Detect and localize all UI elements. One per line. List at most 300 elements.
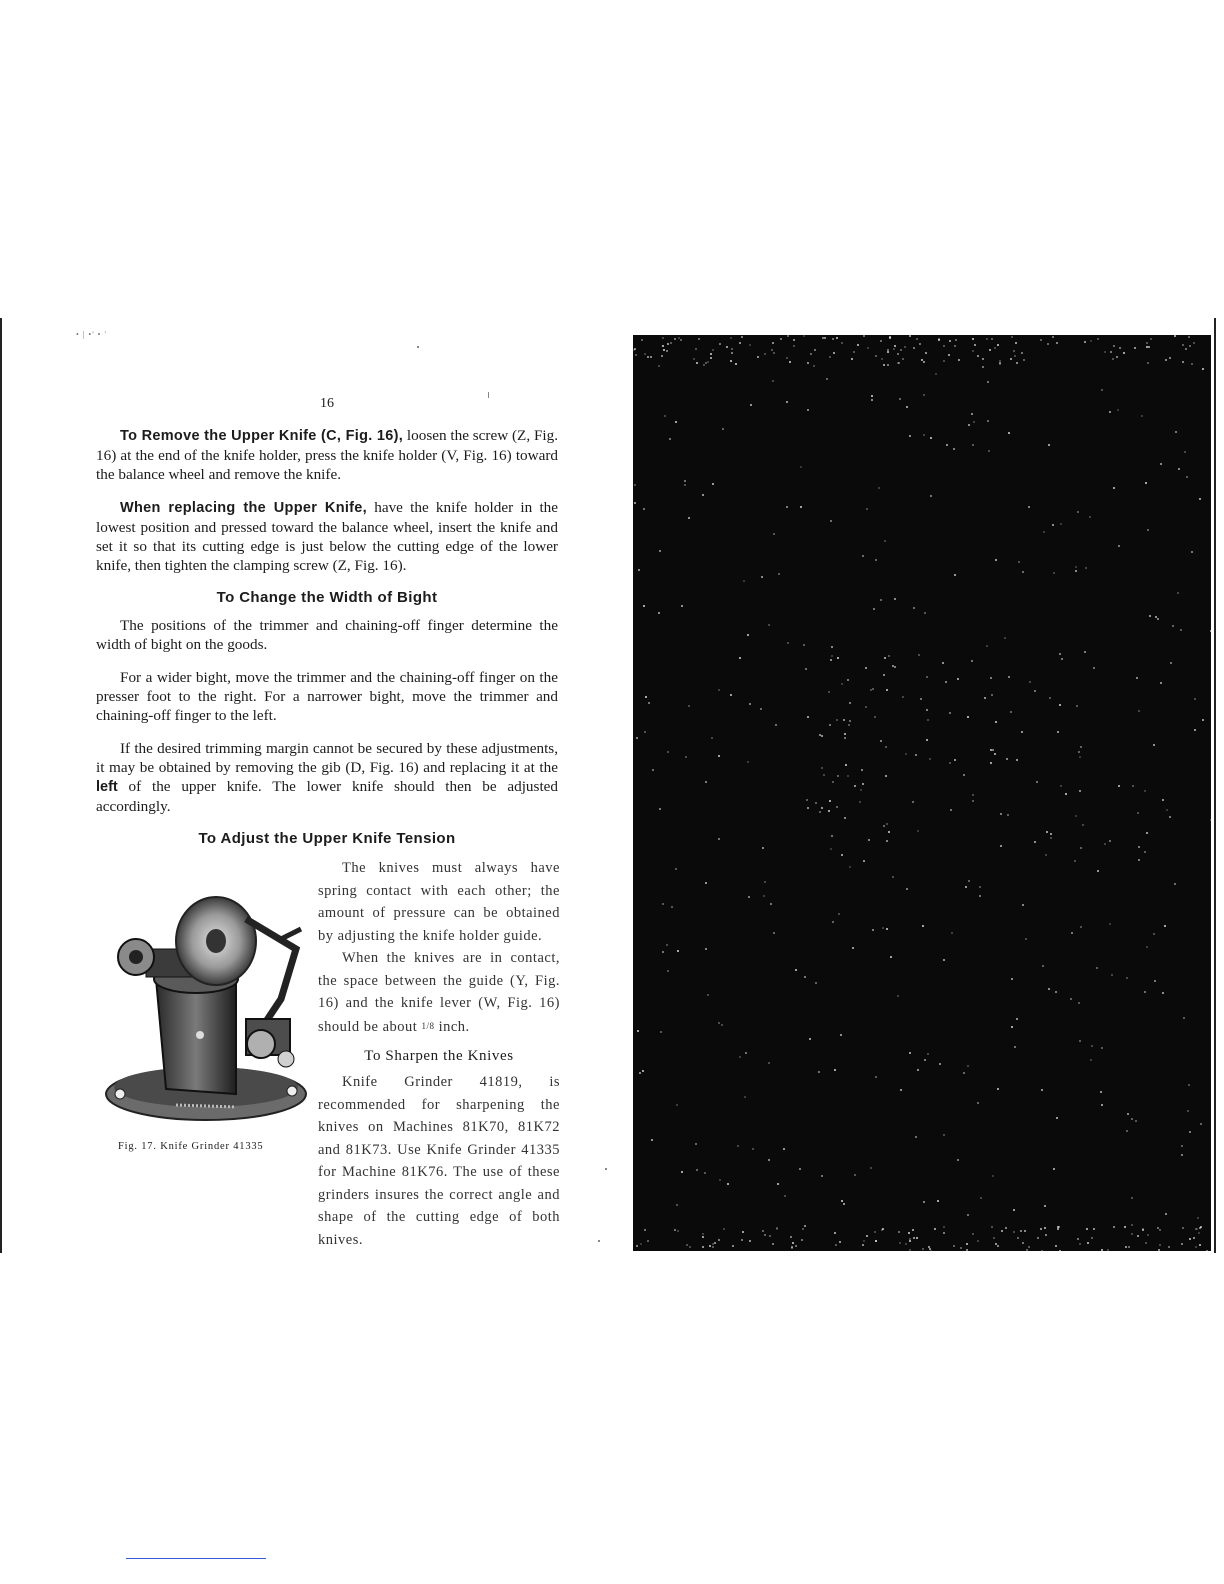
noise-dot [991, 1226, 993, 1228]
noise-dot [829, 800, 831, 802]
noise-dot [1104, 843, 1106, 845]
noise-dot [878, 487, 880, 489]
noise-dot [1159, 1244, 1161, 1246]
noise-dot [972, 350, 974, 352]
corner-mark: • | •' • ' [76, 330, 107, 339]
noise-dot [832, 781, 834, 783]
noise-dot [913, 1237, 915, 1239]
noise-dot [844, 733, 846, 735]
knife-grinder-illustration-icon [96, 879, 316, 1139]
noise-dot [1052, 524, 1054, 526]
noise-dot [695, 348, 697, 350]
noise-dot [898, 1231, 900, 1233]
text-remove-knife: loosen the screw (Z, Fig. 16) at the end of the knife holder, press the knife holder (V, Fig. 16) toward the balance wheel and remove the knife. [96, 427, 559, 483]
noise-dot [1042, 965, 1044, 967]
noise-dot [1041, 1089, 1043, 1091]
noise-dot [950, 809, 952, 811]
noise-dot [900, 349, 902, 351]
noise-dot [643, 605, 645, 607]
noise-dot [887, 364, 889, 366]
noise-dot [763, 895, 765, 897]
noise-dot [949, 340, 951, 342]
noise-dot [1014, 355, 1016, 357]
noise-dot [824, 337, 826, 339]
noise-dot [1146, 946, 1148, 948]
noise-dot [1093, 667, 1095, 669]
side-column [318, 857, 560, 1251]
noise-dot [943, 1226, 945, 1228]
noise-dot [849, 866, 851, 868]
noise-dot [1189, 1238, 1191, 1240]
noise-dot [954, 759, 956, 761]
noise-dot [704, 1172, 706, 1174]
noise-dot [659, 550, 661, 552]
noise-dot [871, 399, 873, 401]
noise-dot [1086, 1228, 1088, 1230]
noise-dot [993, 1237, 995, 1239]
noise-dot [1168, 1246, 1170, 1248]
noise-dot [1043, 531, 1045, 533]
noise-dot [1187, 1110, 1189, 1112]
noise-dot [829, 724, 831, 726]
noise-dot [904, 346, 906, 348]
noise-dot [1150, 338, 1152, 340]
noise-dot [669, 438, 671, 440]
noise-dot [1127, 1113, 1129, 1115]
noise-dot [712, 349, 714, 351]
noise-dot [718, 1239, 720, 1241]
noise-dot [882, 1228, 884, 1230]
noise-dot [838, 913, 840, 915]
noise-dot [1138, 846, 1140, 848]
noise-dot [831, 835, 833, 837]
noise-dot [795, 1245, 797, 1247]
noise-dot [1185, 348, 1187, 350]
noise-dot [778, 573, 780, 575]
noise-dot [718, 689, 720, 691]
noise-dot [730, 337, 732, 339]
noise-dot [749, 703, 751, 705]
noise-dot [927, 1053, 929, 1055]
speck-mark [605, 1168, 607, 1170]
noise-dot [786, 506, 788, 508]
noise-dot [862, 1244, 864, 1246]
noise-dot [696, 362, 698, 364]
noise-dot [702, 1246, 704, 1248]
noise-dot [943, 1232, 945, 1234]
noise-dot [757, 356, 759, 358]
noise-dot [894, 666, 896, 668]
page-number: 16 [320, 396, 334, 411]
paragraph-width-3 [96, 739, 558, 816]
noise-dot [634, 484, 636, 486]
noise-dot [1000, 813, 1002, 815]
noise-dot [893, 348, 895, 350]
noise-dot [900, 1089, 902, 1091]
noise-dot [997, 1088, 999, 1090]
noise-dot [647, 1240, 649, 1242]
noise-dot [880, 599, 882, 601]
noise-dot [807, 409, 809, 411]
noise-dot [974, 344, 976, 346]
noise-dot [1059, 653, 1061, 655]
noise-dot [768, 1062, 770, 1064]
noise-dot [1097, 870, 1099, 872]
noise-dot [1144, 991, 1146, 993]
underline-link[interactable] [126, 1558, 266, 1559]
noise-dot [739, 657, 741, 659]
noise-dot [1010, 711, 1012, 713]
noise-dot [762, 847, 764, 849]
noise-dot [1045, 1234, 1047, 1236]
noise-dot [799, 1168, 801, 1170]
noise-dot [924, 1059, 926, 1061]
noise-dot [875, 355, 877, 357]
noise-dot [644, 353, 646, 355]
noise-dot [664, 415, 666, 417]
noise-dot [769, 1235, 771, 1237]
noise-dot [871, 395, 873, 397]
noise-dot [1145, 1242, 1147, 1244]
noise-dot [826, 378, 828, 380]
noise-dot [1159, 1229, 1161, 1231]
noise-dot [1007, 814, 1009, 816]
noise-dot [1097, 338, 1099, 340]
noise-dot [963, 1072, 965, 1074]
noise-dot [847, 775, 849, 777]
noise-dot [698, 338, 700, 340]
noise-dot [658, 612, 660, 614]
noise-dot [912, 1229, 914, 1231]
noise-dot [972, 338, 974, 340]
noise-dot [880, 340, 882, 342]
noise-dot [915, 754, 917, 756]
noise-dot [1113, 487, 1115, 489]
noise-dot [909, 1249, 911, 1251]
noise-dot [1182, 361, 1184, 363]
noise-dot [897, 995, 899, 997]
noise-dot [1131, 1233, 1133, 1235]
noise-dot [902, 696, 904, 698]
noise-dot [863, 335, 865, 337]
noise-dot [749, 1240, 751, 1242]
noise-dot [813, 365, 815, 367]
noise-dot [1210, 819, 1211, 821]
noise-dot [1148, 346, 1150, 348]
noise-dot [652, 769, 654, 771]
noise-dot [640, 1243, 642, 1245]
noise-dot [994, 347, 996, 349]
noise-dot [793, 339, 795, 341]
noise-dot [967, 1065, 969, 1067]
noise-dot [1079, 790, 1081, 792]
noise-dot [1049, 697, 1051, 699]
noise-dot [1057, 731, 1059, 733]
noise-dot [992, 1175, 994, 1177]
noise-dot [836, 719, 838, 721]
noise-dot [1078, 751, 1080, 753]
noise-dot [836, 806, 838, 808]
noise-dot [764, 881, 766, 883]
noise-dot [909, 435, 911, 437]
noise-dot [1145, 482, 1147, 484]
noise-dot [773, 533, 775, 535]
paragraph-remove-knife [96, 426, 558, 484]
noise-dot [841, 342, 843, 344]
noise-dot [854, 1174, 856, 1176]
lead-remove-knife: To Remove the Upper Knife (C, Fig. 16), [120, 428, 404, 444]
noise-dot [1210, 630, 1211, 632]
noise-dot [832, 921, 834, 923]
noise-dot [1004, 637, 1006, 639]
noise-dot [935, 373, 937, 375]
noise-dot [1195, 1228, 1197, 1230]
noise-dot [771, 349, 773, 351]
noise-dot [834, 1232, 836, 1234]
noise-dot [972, 1233, 974, 1235]
noise-dot [977, 355, 979, 357]
noise-dot [949, 762, 951, 764]
noise-dot [1059, 1250, 1061, 1251]
noise-dot [868, 839, 870, 841]
paragraph-sharpen: Knife Grinder 41819, is recommended for sharpening the knives on Machines 81K70, 81K72 and 81K73. Use Knife Grinder 41335 for Machine 81K76. The use of these grinders insures the correct angle and shape of the cutting edge of both knives. [318, 1074, 560, 1248]
noise-dot [966, 1249, 968, 1251]
noise-dot [1076, 705, 1078, 707]
noise-dot [667, 751, 669, 753]
noise-dot [1040, 1228, 1042, 1230]
noise-dot [814, 349, 816, 351]
noise-dot [743, 580, 745, 582]
noise-dot [955, 339, 957, 341]
noise-dot [844, 817, 846, 819]
noise-dot [772, 1243, 774, 1245]
noise-dot [1050, 837, 1052, 839]
noise-dot [1022, 571, 1024, 573]
noise-dot [905, 753, 907, 755]
noise-dot [819, 734, 821, 736]
noise-dot [1189, 1131, 1191, 1133]
noise-dot [897, 353, 899, 355]
noise-dot [1017, 1237, 1019, 1239]
noise-dot [865, 667, 867, 669]
noise-dot [966, 1243, 968, 1245]
noise-dot [776, 1228, 778, 1230]
noise-dot [1075, 566, 1077, 568]
noise-dot [899, 398, 901, 400]
noise-dot [1056, 1117, 1058, 1119]
noise-dot [1153, 933, 1155, 935]
noise-dot [946, 444, 948, 446]
noise-dot [747, 634, 749, 636]
noise-dot [980, 1197, 982, 1199]
noise-dot [800, 466, 802, 468]
noise-dot [1112, 358, 1114, 360]
noise-dot [1169, 816, 1171, 818]
noise-dot [1162, 799, 1164, 801]
noise-dot [718, 838, 720, 840]
noise-dot [905, 1243, 907, 1245]
noise-dot [662, 951, 664, 953]
noise-dot [1023, 359, 1025, 361]
noise-dot [1134, 347, 1136, 349]
noise-dot [1077, 511, 1079, 513]
noise-dot [1093, 1228, 1095, 1230]
noise-dot [847, 679, 849, 681]
noise-dot [801, 1239, 803, 1241]
noise-dot [908, 1232, 910, 1234]
noise-dot [695, 1143, 697, 1145]
paragraph-width-2: For a wider bight, move the trimmer and the chaining-off finger on the presser foot to the right. For a narrower bight, move the trimmer and chaining-off finger to the left. [96, 669, 558, 724]
noise-dot [972, 794, 974, 796]
noise-dot [702, 494, 704, 496]
noise-dot [828, 810, 830, 812]
noise-dot [841, 854, 843, 856]
noise-dot [1041, 1250, 1043, 1251]
paragraph-replace-knife [96, 498, 558, 575]
noise-dot [1010, 358, 1012, 360]
noise-dot [862, 783, 864, 785]
noise-dot [836, 337, 838, 339]
noise-dot [1110, 351, 1112, 353]
noise-dot [922, 925, 924, 927]
noise-dot [768, 624, 770, 626]
noise-dot [807, 716, 809, 718]
noise-dot [1131, 1118, 1133, 1120]
noise-dot [648, 702, 650, 704]
noise-dot [1013, 1209, 1015, 1211]
noise-dot [819, 811, 821, 813]
noise-dot [872, 929, 874, 931]
noise-dot [1080, 746, 1082, 748]
text-width-3b: of the upper knife. The lower knife should then be adjusted accordingly. [96, 778, 558, 815]
noise-dot [894, 345, 896, 347]
noise-dot [1065, 793, 1067, 795]
noise-dot [963, 774, 965, 776]
noise-dot [688, 705, 690, 707]
noise-dot [1160, 682, 1162, 684]
noise-dot [882, 927, 884, 929]
noise-dot [886, 823, 888, 825]
noise-dot [761, 576, 763, 578]
noise-dot [1189, 345, 1191, 347]
noise-dot [884, 657, 886, 659]
paragraph-tension-2 [318, 947, 560, 1038]
noise-dot [1109, 840, 1111, 842]
noise-dot [677, 1230, 679, 1232]
noise-dot [663, 349, 665, 351]
noise-dot [685, 756, 687, 758]
text-width-3-bold: left [96, 779, 118, 795]
noise-dot [1202, 368, 1204, 370]
noise-dot [1091, 1237, 1093, 1239]
noise-dot [909, 335, 911, 337]
noise-dot [1016, 1018, 1018, 1020]
noise-dot [1138, 859, 1140, 861]
noise-dot [873, 608, 875, 610]
noise-dot [923, 434, 925, 436]
noise-dot [745, 1052, 747, 1054]
noise-dot [638, 569, 640, 571]
figure-caption: Fig. 17. Knife Grinder 41335 [118, 1141, 264, 1152]
noise-dot [831, 655, 833, 657]
noise-dot [783, 1148, 785, 1150]
noise-dot [1000, 845, 1002, 847]
noise-dot [1026, 1249, 1028, 1251]
noise-dot [851, 358, 853, 360]
heading-change-width: To Change the Width of Bight [216, 589, 438, 606]
noise-dot [772, 342, 774, 344]
noise-dot [1034, 841, 1036, 843]
noise-dot [705, 781, 707, 783]
noise-dot [1024, 1230, 1026, 1232]
noise-dot [1104, 351, 1106, 353]
noise-dot [821, 767, 823, 769]
noise-dot [894, 598, 896, 600]
noise-dot [784, 1195, 786, 1197]
noise-dot [749, 344, 751, 346]
noise-dot [742, 1231, 744, 1233]
noise-dot [1055, 1245, 1057, 1247]
noise-dot [1084, 341, 1086, 343]
noise-dot [635, 354, 637, 356]
noise-dot [772, 380, 774, 382]
noise-dot [1014, 1046, 1016, 1048]
noise-dot [731, 352, 733, 354]
noise-dot [943, 959, 945, 961]
noise-dot [676, 1104, 678, 1106]
noise-dot [821, 807, 823, 809]
noise-dot [1020, 1230, 1022, 1232]
noise-dot [1059, 704, 1061, 706]
noise-dot [960, 1247, 962, 1249]
noise-dot [790, 1236, 792, 1238]
noise-dot [989, 349, 991, 351]
noise-dot [1101, 1047, 1103, 1049]
noise-dot [636, 1245, 638, 1247]
noise-dot [722, 428, 724, 430]
noise-dot [995, 721, 997, 723]
noise-dot [938, 338, 940, 340]
noise-dot [1107, 1249, 1109, 1251]
noise-dot [1101, 1104, 1103, 1106]
noise-dot [992, 749, 994, 751]
noise-dot [667, 970, 669, 972]
noise-dot [875, 1240, 877, 1242]
paragraph-tension-1: The knives must always have spring contact with each other; the amount of pressure can be obtained by adjusting the knife holder guide. [318, 860, 560, 944]
noise-dot [1193, 342, 1195, 344]
noise-dot [923, 361, 925, 363]
noise-dot [719, 1179, 721, 1181]
noise-dot [786, 401, 788, 403]
noise-dot [1011, 978, 1013, 980]
noise-dot [1126, 1130, 1128, 1132]
noise-dot [828, 691, 830, 693]
noise-dot [1001, 1230, 1003, 1232]
noise-dot [775, 724, 777, 726]
noise-dot [1184, 451, 1186, 453]
noise-dot [719, 343, 721, 345]
noise-dot [924, 612, 926, 614]
figure-block [96, 857, 560, 1248]
noise-dot [1137, 812, 1139, 814]
noise-dot [1061, 658, 1063, 660]
noise-dot [957, 678, 959, 680]
noise-dot [870, 1167, 872, 1169]
noise-dot [681, 605, 683, 607]
noise-dot [1146, 342, 1148, 344]
paragraph-width-1: The positions of the trimmer and chaining-off finger determine the width of bight on the goods. [96, 617, 558, 653]
noise-dot [984, 697, 986, 699]
